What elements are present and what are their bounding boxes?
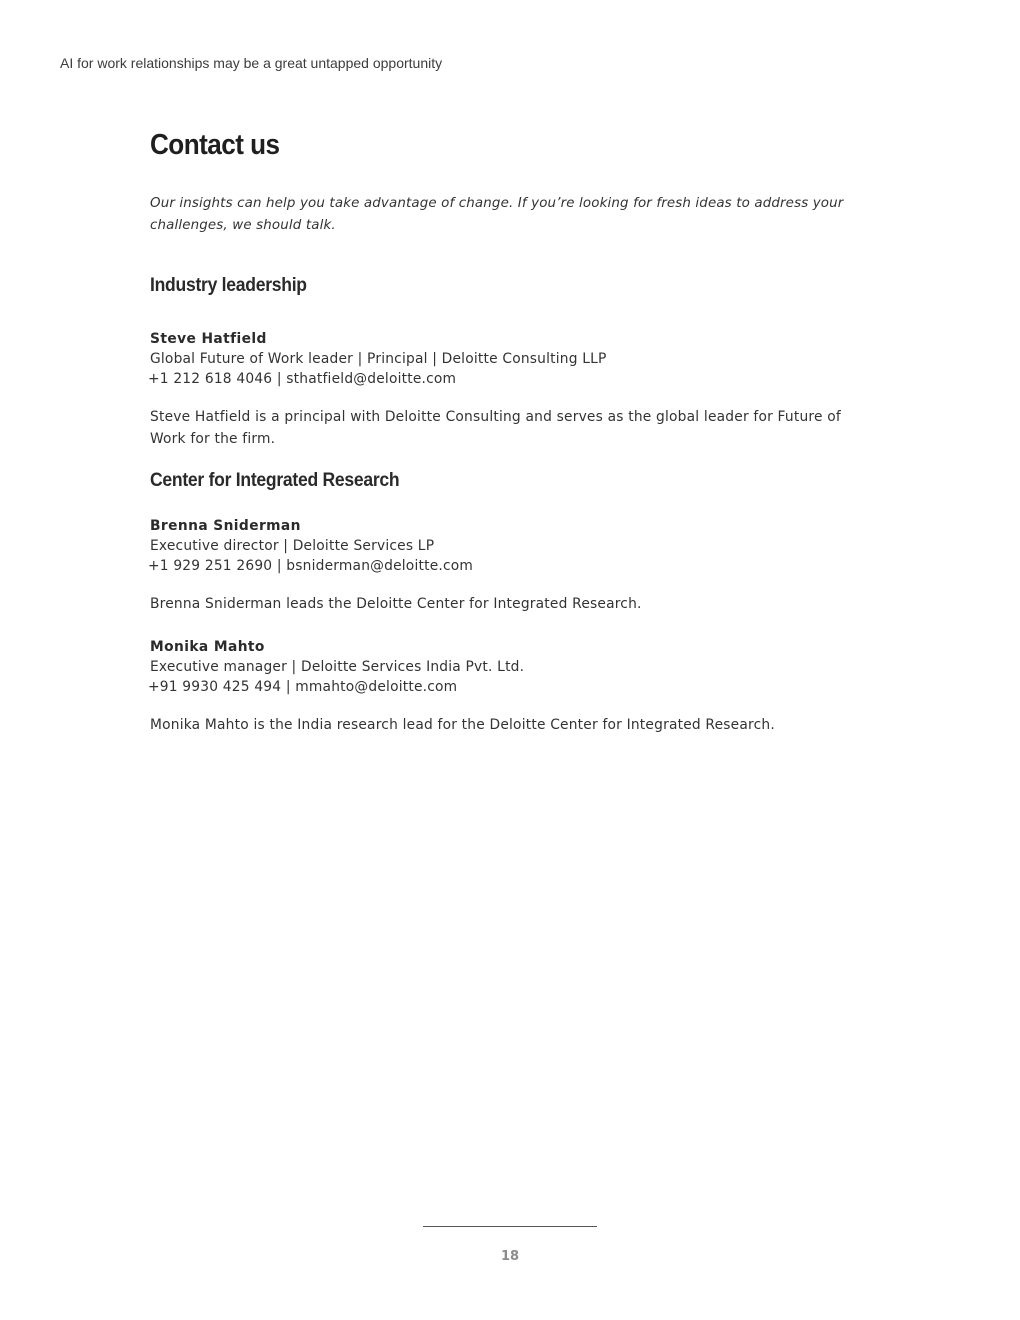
contact-name: Steve Hatfield (150, 331, 267, 347)
section-heading-center-for-integrated-research: Center for Integrated Research (150, 469, 400, 491)
contact-name: Brenna Sniderman (150, 518, 301, 534)
section-heading-industry-leadership: Industry leadership (150, 274, 307, 296)
contact-role: Executive manager | Deloitte Services India Pvt. Ltd. (150, 659, 525, 675)
running-header: AI for work relationships may be a great untapped opportunity (60, 55, 443, 71)
contact-bio: Steve Hatfield is a principal with Deloitte Consulting and serves as the global leader for Future of Work for the firm. (150, 409, 841, 447)
contact-bio: Brenna Sniderman leads the Deloitte Center for Integrated Research. (150, 596, 642, 612)
page-title: Contact us (150, 129, 280, 161)
contact-brenna-sniderman (150, 516, 870, 615)
intro-paragraph: Our insights can help you take advantage of change. If you’re looking for fresh ideas to address your challenges, we should talk. (150, 196, 844, 233)
contact-role: Global Future of Work leader | Principal | Deloitte Consulting LLP (150, 351, 607, 367)
page-number: 18 (500, 1249, 520, 1264)
contact-phone-email: +91 9930 425 494 | mmahto@deloitte.com (148, 679, 458, 695)
contact-bio: Monika Mahto is the India research lead for the Deloitte Center for Integrated Research. (150, 717, 775, 733)
contact-monika-mahto (150, 637, 870, 736)
contact-name: Monika Mahto (150, 639, 265, 655)
contact-phone-email: +1 929 251 2690 | bsniderman@deloitte.com (148, 558, 474, 574)
contact-role: Executive director | Deloitte Services LP (150, 538, 435, 554)
footer-divider (423, 1226, 597, 1227)
contact-steve-hatfield (150, 329, 870, 450)
contact-phone-email: +1 212 618 4046 | sthatfield@deloitte.com (148, 371, 457, 387)
